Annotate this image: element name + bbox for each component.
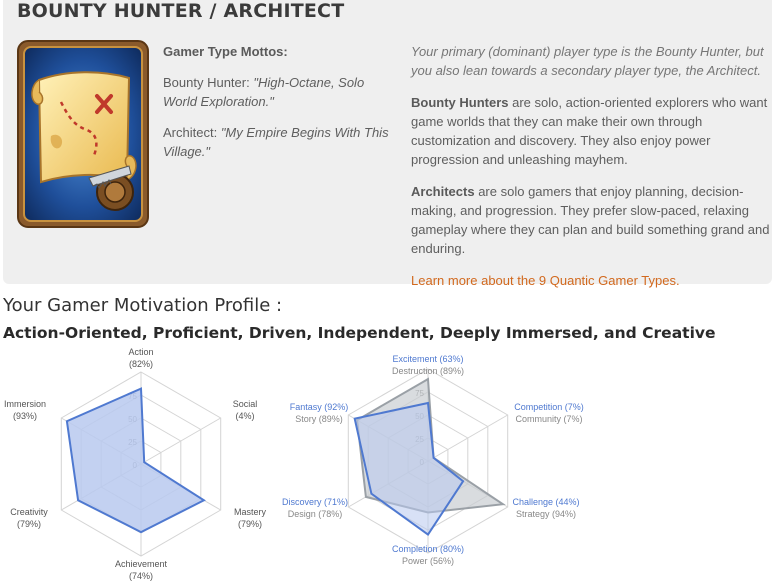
learn-more-link[interactable]: Learn more about the 9 Quantic Gamer Types. — [411, 273, 680, 288]
architect-text: are solo gamers that enjoy planning, decision-making, and progression. They prefer slow-paced, relaxing gameplay where they can plan and build something grand and enduring. — [411, 184, 770, 256]
series-primary — [355, 403, 463, 535]
intro-text: Your primary (dominant) player type is the Bounty Hunter, but you also lean towards a secondary player type, the Architect. — [411, 44, 764, 78]
motto-quote: "High-Octane, Solo World Exploration." — [163, 75, 365, 109]
page-title: BOUNTY HUNTER / ARCHITECT — [17, 0, 345, 22]
gamer-type-mottos — [163, 42, 393, 173]
profile-subtitle: Action-Oriented, Proficient, Driven, Independent, Deeply Immersed, and Creative — [3, 324, 716, 342]
axis-primary-label: Competition (7%) — [514, 402, 584, 412]
axis-secondary-label: Story (89%) — [295, 414, 343, 424]
bounty-hunter-term: Bounty Hunters — [411, 95, 509, 110]
axis-label: Mastery — [233, 507, 267, 517]
axis-primary-label: Excitement (63%) — [392, 354, 464, 364]
axis-label: Action — [128, 347, 154, 357]
axis-label: Social — [232, 399, 258, 409]
axis-primary-label: Challenge (44%) — [512, 497, 580, 507]
axis-primary-label: Completion (80%) — [391, 544, 465, 554]
bounty-hunter-motto — [163, 73, 393, 111]
motto-label: Architect: — [163, 125, 218, 140]
bounty-hunter-card-image — [17, 40, 149, 228]
axis-primary-label: Fantasy (92%) — [289, 402, 349, 412]
axis-secondary-label: Strategy (94%) — [515, 509, 577, 519]
axis-value-label: (4%) — [235, 411, 255, 421]
axis-label: Immersion — [3, 399, 47, 409]
motivation-radar-chart — [3, 345, 269, 584]
profile-title: Your Gamer Motivation Profile : — [3, 295, 283, 316]
axis-label: Creativity — [10, 507, 48, 517]
architect-description — [411, 182, 771, 258]
motto-quote: "My Empire Begins With This Village." — [163, 125, 389, 159]
axis-label: Achievement — [114, 559, 168, 569]
bounty-hunter-text: are solo, action-oriented explorers who want game worlds that they can make their own through customization and discovery. They also enjoy power progression and unleashing mayhem. — [411, 95, 768, 167]
axis-secondary-label: Destruction (89%) — [391, 366, 465, 376]
mottos-heading: Gamer Type Mottos: — [163, 44, 288, 59]
axis-primary-label: Discovery (71%) — [281, 497, 349, 507]
axis-value-label: (82%) — [128, 359, 154, 369]
axis-value-label: (79%) — [237, 519, 263, 529]
axis-secondary-label: Community (7%) — [515, 414, 583, 424]
axis-secondary-label: Power (56%) — [401, 556, 455, 566]
bounty-hunter-description — [411, 93, 771, 169]
gamer-type-description — [411, 42, 771, 303]
sub-motivation-radar-chart — [273, 345, 772, 584]
architect-motto — [163, 123, 393, 161]
series-motivation — [67, 389, 204, 532]
axis-secondary-label: Design (78%) — [287, 509, 343, 519]
axis-value-label: (74%) — [128, 571, 154, 581]
architect-term: Architects — [411, 184, 475, 199]
axis-value-label: (79%) — [16, 519, 42, 529]
axis-value-label: (93%) — [12, 411, 38, 421]
motto-label: Bounty Hunter: — [163, 75, 250, 90]
